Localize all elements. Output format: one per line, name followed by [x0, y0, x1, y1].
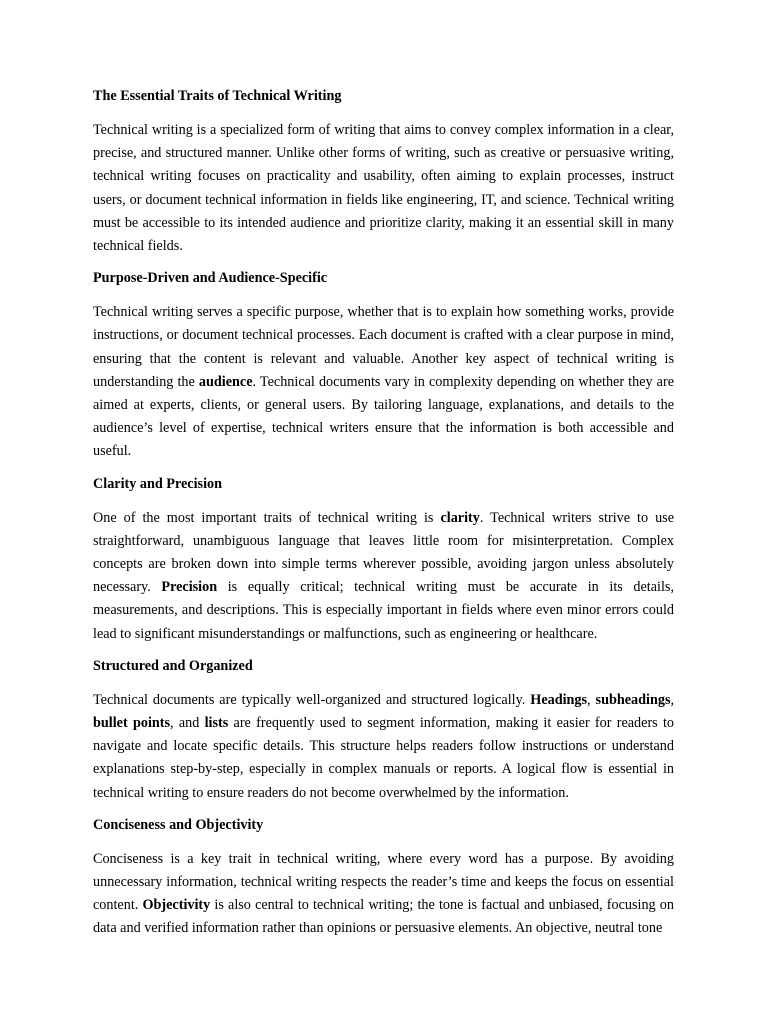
section-paragraph	[93, 507, 674, 646]
text-run: , and	[170, 715, 205, 732]
section-heading: Clarity and Precision	[93, 475, 222, 492]
bold-term: Objectivity	[142, 897, 211, 914]
section-paragraph	[93, 689, 674, 805]
text-run: Conciseness is a key trait in technical writing, where every word has a purpose. By avoiding unnecessary information, technical writing respects the reader’s time and keeps the focus on essential content.	[93, 850, 674, 914]
section-paragraph	[93, 848, 674, 941]
text-run: Technical writing serves a specific purpose, whether that is to explain how something works, provide instructions, or document technical processes. Each document is crafted with a clear purpose in mind, ensuring that the content is relevant and valuable. Another key aspect of technical writing is understanding the	[93, 304, 674, 390]
section-heading: Conciseness and Objectivity	[93, 816, 264, 833]
text-run: is equally critical; technical writing must be accurate in its details, measurements, and descriptions. This is especially important in fields where even minor errors could lead to significant misunderstandings or malfunctions, such as engineering or healthcare.	[93, 579, 674, 642]
section-paragraph	[93, 301, 674, 463]
text-run: is also central to technical writing; the tone is factual and unbiased, focusing on data and verified information rather than opinions or persuasive elements. An objective, neutral tone	[93, 897, 674, 937]
document-title: The Essential Traits of Technical Writing	[93, 88, 342, 104]
bold-term: Precision	[161, 579, 218, 596]
bold-term: bullet points	[93, 715, 171, 732]
bold-term: clarity	[440, 509, 480, 526]
bold-term: audience	[198, 373, 253, 390]
text-run: ,	[670, 691, 675, 708]
document-body	[93, 119, 674, 941]
text-run: Technical documents are typically well-organized and structured logically.	[93, 691, 531, 708]
text-run: are frequently used to segment information, making it easier for readers to navigate and locate specific details. This structure helps readers follow instructions or understand explanations step-by-step, especially in complex manuals or reports. A logical flow is essential in technical writing to ensure readers do not become overwhelmed by the information.	[93, 715, 675, 801]
text-run: . Technical documents vary in complexity depending on whether they are aimed at experts, clients, or general users. By tailoring language, explanations, and details to the audience’s level of expertise, technical writers ensure that the information is both accessible and useful.	[93, 373, 674, 460]
text-run: Technical writing is a specialized form of writing that aims to convey complex information in a clear, precise, and structured manner. Unlike other forms of writing, such as creative or persuasive writing, technical writing focuses on practicality and usability, often aiming to explain processes, instruct users, or document technical information in fields like engineering, IT, and science. Technical writing must be accessible to its intended audience and prioritize clarity, making it an essential skill in many technical fields.	[93, 122, 674, 255]
bold-term: subheadings	[595, 691, 671, 708]
bold-term: Headings	[530, 691, 588, 708]
bold-term: lists	[204, 715, 229, 732]
section-heading: Structured and Organized	[93, 657, 253, 674]
text-run: One of the most important traits of technical writing is	[93, 509, 441, 526]
section-paragraph	[93, 119, 674, 258]
text-run: . Technical writers strive to use straightforward, unambiguous language that leaves little room for misinterpretation. Complex concepts are broken down into simple terms wherever possible, avoiding jargon unless absolutely necessary.	[93, 509, 674, 596]
section-heading: Purpose-Driven and Audience-Specific	[93, 270, 328, 287]
text-run: ,	[587, 691, 596, 708]
